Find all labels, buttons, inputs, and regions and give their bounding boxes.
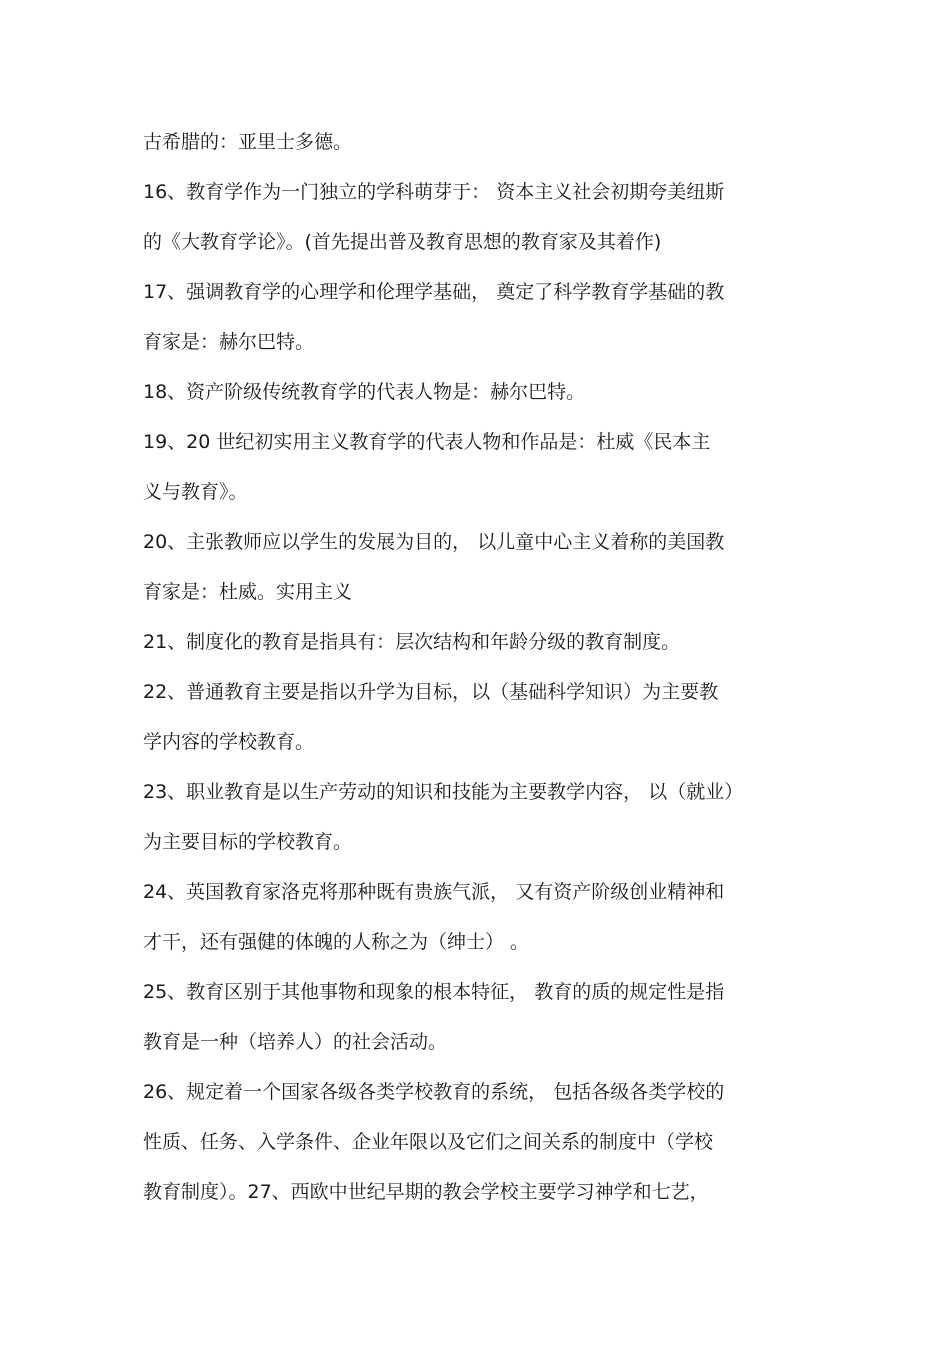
text-line-4: 17、强调教育学的心理学和伦理学基础， 奠定了科学教育学基础的教	[143, 281, 725, 303]
text-line-13: 学内容的学校教育。	[143, 731, 315, 753]
text-line-6: 18、资产阶级传统教育学的代表人物是：赫尔巴特。	[143, 381, 586, 403]
document-text	[143, 117, 823, 1217]
text-line-5: 育家是：赫尔巴特。	[143, 331, 315, 353]
text-line-3: 的《大教育学论》。(首先提出普及教育思想的教育家及其着作)	[143, 231, 662, 253]
text-line-17: 才干，还有强健的体魄的人称之为（绅士） 。	[143, 931, 530, 953]
text-line-7: 19、20 世纪初实用主义教育学的代表人物和作品是：杜威《民本主	[143, 431, 711, 453]
text-line-2: 16、教育学作为一门独立的学科萌芽于： 资本主义社会初期夸美纽斯	[143, 181, 725, 203]
text-line-11: 21、制度化的教育是指具有：层次结构和年龄分级的教育制度。	[143, 631, 681, 653]
text-line-19: 教育是一种（培养人）的社会活动。	[143, 1031, 448, 1053]
text-line-1: 古希腊的：亚里士多德。	[143, 131, 353, 153]
text-line-15: 为主要目标的学校教育。	[143, 831, 353, 853]
text-line-20: 26、规定着一个国家各级各类学校教育的系统， 包括各级各类学校的	[143, 1081, 725, 1103]
text-line-22: 教育制度）。27、西欧中世纪早期的教会学校主要学习神学和七艺，	[143, 1181, 709, 1203]
text-line-12: 22、普通教育主要是指以升学为目标，以（基础科学知识）为主要教	[143, 681, 719, 703]
text-line-14: 23、职业教育是以生产劳动的知识和技能为主要教学内容， 以（就业）	[143, 781, 744, 803]
text-line-18: 25、教育区别于其他事物和现象的根本特征， 教育的质的规定性是指	[143, 981, 725, 1003]
text-line-21: 性质、任务、入学条件、企业年限以及它们之间关系的制度中（学校	[143, 1131, 714, 1153]
text-line-16: 24、英国教育家洛克将那种既有贵族气派， 又有资产阶级创业精神和	[143, 881, 725, 903]
text-line-10: 育家是：杜威。实用主义	[143, 581, 353, 603]
text-line-8: 义与教育》。	[143, 481, 248, 503]
text-line-9: 20、主张教师应以学生的发展为目的， 以儿童中心主义着称的美国教	[143, 531, 725, 553]
